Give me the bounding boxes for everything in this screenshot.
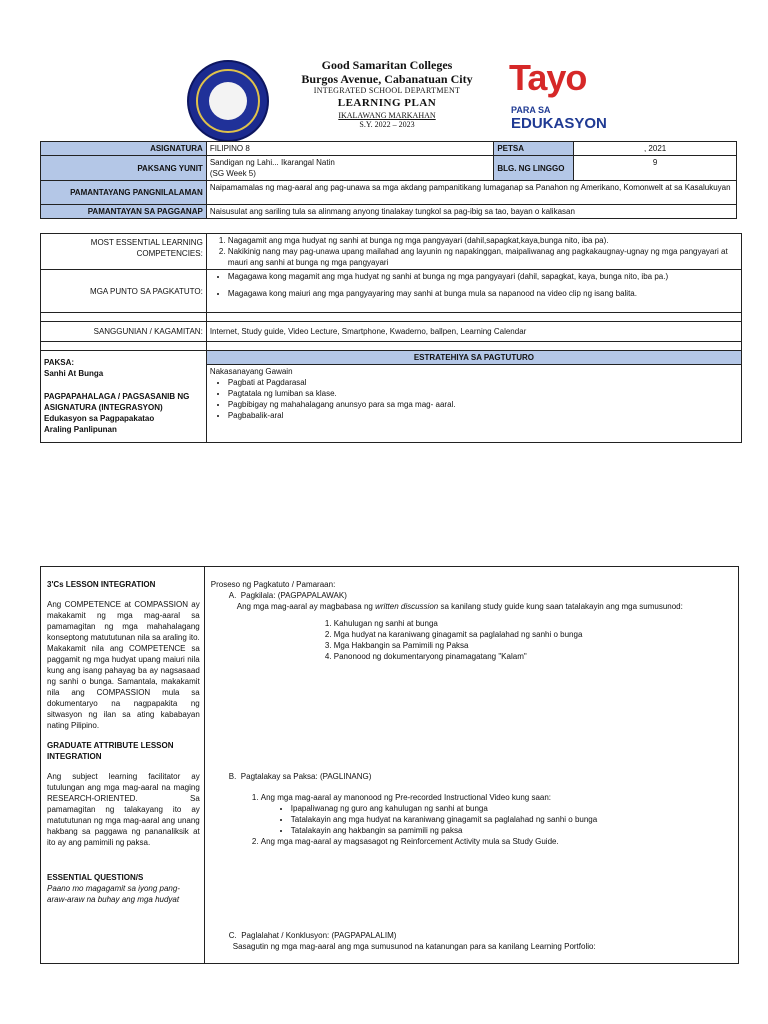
- list-item: 1. Ang mga mag-aaral ay manonood ng Pre-recorded Instructional Video kung saan: • Ipapaliwanag ng guro ang kahulugan ng sanhi at bunga • Tatalakayin ang mga hudyat na karaniwang ginagamit sa paglalahad ng sanhi o bunga • Tatalakayin ang hakbangin sa pamimili ng paksa: [261, 792, 729, 836]
- section-a-intro: Ang mga mag-aaral ay magbabasa ng written discussion sa kanilang study guide kung saan tatalakayin ang mga sumusunod:: [236, 602, 683, 611]
- list-item: 3. Mga Hakbangin sa Pamimili ng Paksa: [334, 640, 732, 651]
- paksa-value: Sanhi At Bunga: [44, 369, 104, 378]
- list-item: 2. Nakikinig nang may pag-unawa upang mailahad ang layunin ng napakinggan, maipaliwanag ang pagkakaugnay-ugnay ng mga pangyayari at mauri ang sanhi at bunga ng mga pangyayari: [228, 246, 738, 268]
- proseso-cell: [204, 567, 738, 964]
- gawain-cell: [206, 365, 741, 443]
- petsa-label: PETSA: [494, 142, 574, 156]
- quarter: IKALAWANG MARKAHAN: [338, 111, 436, 120]
- asignatura-value: FILIPINO 8: [206, 142, 494, 156]
- school-address: Burgos Avenue, Cabanatuan City: [301, 72, 473, 86]
- section-c: C. Paglalahat / Konklusyon: (PAGPAPALALIM) Sasagutin ng mga mag-aaral ang mga sumusunod na katanungan para sa kanilang Learning Portfolio:: [229, 930, 729, 952]
- list-item: 2. Mga hudyat na karaniwang ginagamit sa paglalahad ng sanhi o bunga: [334, 629, 732, 640]
- school-name: Good Samaritan Colleges: [321, 58, 453, 72]
- paksa-label: PAKSA:: [44, 358, 75, 367]
- paksa-cell: [41, 351, 207, 443]
- section-b-title: Pagtalakay sa Paksa: (PAGLINANG): [240, 772, 372, 781]
- pangnilalaman-value: Naipamamalas ng mag-aaral ang pag-unawa sa mga akdang pampanitikang lumaganap sa Panahon ng Amerikano, Komonwelt at sa Kasalukuyan: [206, 181, 736, 205]
- list-item: 4. Panonood ng dokumentaryong pinamagatang "Kalam": [334, 651, 732, 662]
- ga-title: GRADUATE ATTRIBUTE LESSON INTEGRATION: [47, 741, 174, 761]
- section-b: B. Pagtalakay sa Paksa: (PAGLINANG) 1. Ang mga mag-aaral ay manonood ng Pre-recorded Instructional Video kung saan: • Ipapaliwanag ng guro ang kahulugan ng sanhi at bunga • Tatalakayin ang mga hudyat na karaniwang ginagamit sa paglalahad ng sanhi o bunga • Tatalakayin ang hakbangin sa pamimili ng paksa 2. Ang mga mag-aaral ay magsasagot ng Reinforcement Activity mula sa Study Guide.: [229, 771, 729, 847]
- integrasyon-value-1: Edukasyon sa Pagpapakatao: [44, 414, 155, 423]
- integrasyon-label: PAGPAPAHALAGA / PAGSASANIB NG ASIGNATURA (INTEGRASYON): [44, 392, 190, 412]
- cs-text: Ang COMPETENCE at COMPASSION ay makakamit ng mga mag-aaral sa pamamagitan ng mga mahahalagang konseptong matututunan nila sa araling ito. Makakamit nila ang COMPETENCE sa paggamit ng mga hudyat upang maiuri nila kung ang isang pahayag ba ay nagsasaad ng sanhi o bunga. Samantala, makakamit nila ang COMPASSION mula sa dokumentaryo na nagpapakita ng sitwasyon ng ilan sa ating kababayan nating Pilipino.: [47, 600, 200, 730]
- school-year: S.Y. 2022 – 2023: [359, 120, 415, 129]
- section-c-text: Sasagutin ng mga mag-aaral ang mga sumusunod na katanungan para sa kanilang Learning Portfolio:: [232, 942, 596, 951]
- plan-table: [40, 233, 742, 443]
- department: INTEGRATED SCHOOL DEPARTMENT: [313, 86, 461, 95]
- list-item: • Magagawa kong maiuri ang mga pangyayaring may sanhi at bunga mula sa napanood na video clip ng isang balita.: [228, 288, 738, 299]
- asignatura-label: ASIGNATURA: [41, 142, 207, 156]
- list-item: • Tatalakayin ang hakbangin sa pamimili ng paksa: [291, 825, 729, 836]
- integration-cell: [41, 567, 205, 964]
- document-title: LEARNING PLAN: [337, 97, 437, 109]
- sanggunian-value: Internet, Study guide, Video Lecture, Smartphone, Kwaderno, ballpen, Learning Calendar: [206, 322, 741, 342]
- list-item: • Pagbibigay ng mahahalagang anunsyo para sa mga mag- aaral.: [228, 399, 738, 410]
- ga-text: Ang subject learning facilitator ay tutulungan ang mga mag-aaral na maging RESEARCH-ORIENTED. Sa pamamagitan ng talakayang ito ay matututunan ng mga mag-aaral ang unang hakbang sa paggawa ng pananaliksik at ito ay ang pamimili ng paksa.: [47, 772, 200, 847]
- pangnilalaman-label: PAMANTAYANG PANGNILALAMAN: [41, 181, 207, 205]
- info-table: [40, 141, 737, 219]
- cs-title: 3'Cs LESSON INTEGRATION: [47, 580, 156, 589]
- paksang-yunit-value: Sandigan ng Lahi... Ikarangal Natin (SG Week 5): [206, 156, 494, 181]
- integrasyon-value-2: Araling Panlipunan: [44, 425, 117, 434]
- list-item: • Pagbabalik-aral: [228, 410, 738, 421]
- school-seal: [187, 60, 269, 142]
- linggo-value: 9: [574, 156, 737, 181]
- tayo-edukasyon-logo: Tayo PARA SA EDUKASYON: [509, 57, 607, 132]
- linggo-label: BLG. NG LINGGO: [494, 156, 574, 181]
- petsa-value: , 2021: [574, 142, 737, 156]
- list-item: • Tatalakayin ang mga hudyat na karaniwang ginagamit sa paglalahad ng sanhi o bunga: [291, 814, 729, 825]
- lesson-table: [40, 566, 739, 964]
- pagganap-value: Naisusulat ang sariling tula sa alinmang anyong tinalakay tungkol sa pag-ibig sa tao, bayan o kalikasan: [206, 205, 736, 219]
- list-item: 1. Nagagamit ang mga hudyat ng sanhi at bunga ng mga pangyayari (dahil,sapagkat,kaya,bunga nito, iba pa).: [228, 235, 738, 246]
- eq-title: ESSENTIAL QUESTION/S: [47, 873, 144, 882]
- section-a-title: Pagkilala: (PAGPAPALAWAK): [240, 591, 347, 600]
- gawain-label: Nakasanayang Gawain: [209, 367, 293, 376]
- melc-label: MOST ESSENTIAL LEARNING COMPETENCIES:: [41, 234, 207, 270]
- punto-list: [206, 270, 741, 313]
- melc-list: [206, 234, 741, 270]
- list-item: 2. Ang mga mag-aaral ay magsasagot ng Reinforcement Activity mula sa Study Guide.: [261, 836, 729, 847]
- list-item: • Magagawa kong magamit ang mga hudyat ng sanhi at bunga ng mga pangyayari (dahil, sapagkat, kaya, bunga nito, iba pa.): [228, 271, 738, 282]
- paksang-yunit-label: PAKSANG YUNIT: [41, 156, 207, 181]
- sanggunian-label: SANGGUNIAN / KAGAMITAN:: [41, 322, 207, 342]
- proseso-label: Proseso ng Pagkatuto / Pamaraan:: [210, 580, 336, 589]
- pagganap-label: PAMANTAYAN SA PAGGANAP: [41, 205, 207, 219]
- section-c-title: Paglalahat / Konklusyon: (PAGPAPALALIM): [241, 931, 397, 940]
- punto-label: MGA PUNTO SA PAGKATUTO:: [41, 270, 207, 313]
- list-item: • Pagbati at Pagdarasal: [228, 377, 738, 388]
- eq-text: Paano mo magagamit sa iyong pang-araw-araw na buhay ang mga hudyat: [47, 884, 180, 904]
- list-item: • Pagtatala ng lumiban sa klase.: [228, 388, 738, 399]
- estratehiya-header: ESTRATEHIYA SA PAGTUTURO: [206, 351, 741, 365]
- section-a: A. Pagkilala: (PAGPAPALAWAK) Ang mga mag-aaral ay magbabasa ng written discussion sa kanilang study guide kung saan tatalakayin ang mga sumusunod: 1. Kahulugan ng sanhi at bunga 2. Mga hudyat na karaniwang ginagamit sa paglalahad ng sanhi o bunga 3. Mga Hakbangin sa Pamimili ng Paksa 4. Panonood ng dokumentaryong pinamagatang "Kalam": [211, 590, 732, 662]
- list-item: • Ipapaliwanag ng guro ang kahulugan ng sanhi at bunga: [291, 803, 729, 814]
- list-item: 1. Kahulugan ng sanhi at bunga: [334, 618, 732, 629]
